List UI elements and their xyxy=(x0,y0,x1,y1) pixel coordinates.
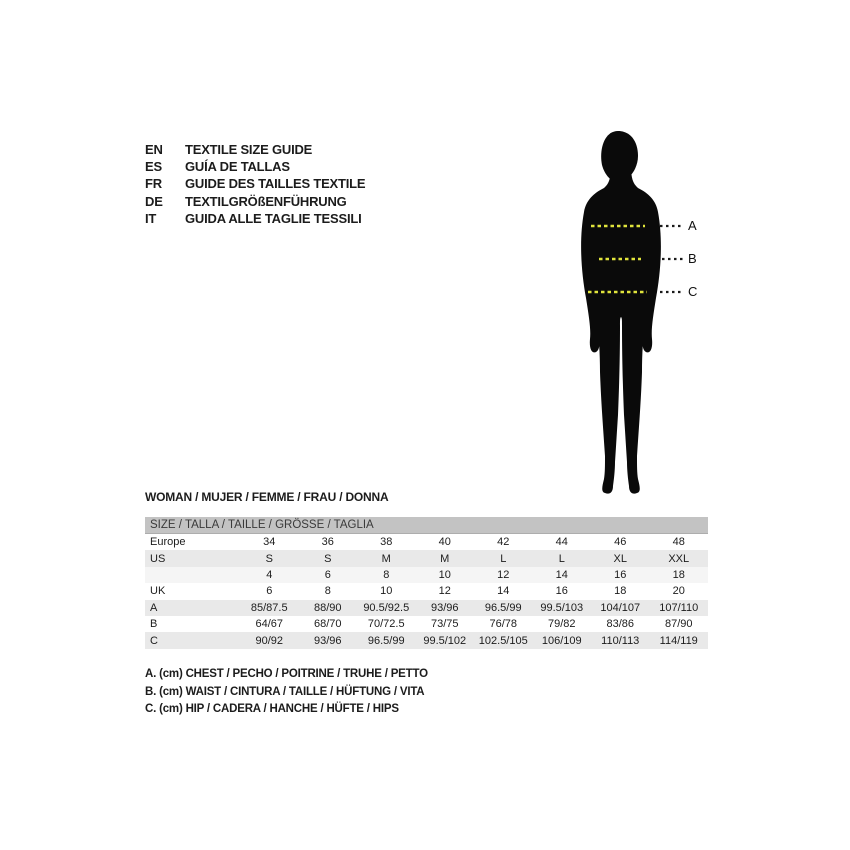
language-row xyxy=(145,193,365,210)
size-table xyxy=(145,517,708,649)
size-cell: 90.5/92.5 xyxy=(363,601,410,614)
size-cell: 42 xyxy=(497,536,510,549)
gender-title: WOMAN / MUJER / FEMME / FRAU / DONNA xyxy=(145,490,389,504)
language-label: GUÍA DE TALLAS xyxy=(185,159,290,175)
size-table-header: SIZE / TALLA / TAILLE / GRÖSSE / TAGLIA xyxy=(145,517,708,534)
size-cell: 36 xyxy=(321,536,334,549)
size-cell: 12 xyxy=(438,585,451,598)
row-label: UK xyxy=(150,585,166,598)
size-cell: 93/96 xyxy=(313,634,342,647)
size-cell: 6 xyxy=(266,585,273,598)
language-row xyxy=(145,175,365,192)
size-table-body xyxy=(145,534,708,649)
size-cell: L xyxy=(500,552,507,565)
size-cell: 106/109 xyxy=(541,634,582,647)
size-cell: 34 xyxy=(263,536,276,549)
size-cell: 14 xyxy=(497,585,510,598)
language-label: GUIDA ALLE TAGLIE TESSILI xyxy=(185,210,362,226)
size-cell: 73/75 xyxy=(430,618,459,631)
size-cell: 102.5/105 xyxy=(478,634,528,647)
row-label: B xyxy=(150,618,158,631)
size-cell: 40 xyxy=(438,536,451,549)
size-cell: 44 xyxy=(555,536,568,549)
size-cell: 64/67 xyxy=(255,618,284,631)
size-cell: 96.5/99 xyxy=(484,601,522,614)
table-row xyxy=(145,600,708,616)
measurement-figure xyxy=(555,120,735,500)
size-cell: 8 xyxy=(324,585,331,598)
table-row xyxy=(145,632,708,648)
table-row xyxy=(145,534,708,550)
size-cell: 10 xyxy=(380,585,393,598)
language-code: ES xyxy=(145,159,162,175)
language-code: EN xyxy=(145,142,163,157)
row-label: A xyxy=(150,601,158,614)
size-cell: 12 xyxy=(497,568,510,581)
row-label: C xyxy=(150,634,158,647)
language-label: GUIDE DES TAILLES TEXTILE xyxy=(185,176,366,192)
size-cell: 96.5/99 xyxy=(367,634,405,647)
size-cell: 16 xyxy=(555,585,568,598)
size-cell: 10 xyxy=(438,568,451,581)
size-cell: 99.5/103 xyxy=(540,601,584,614)
size-cell: 79/82 xyxy=(547,618,576,631)
language-row xyxy=(145,210,365,227)
size-cell: 70/72.5 xyxy=(367,618,405,631)
table-row xyxy=(145,550,708,566)
size-cell: 20 xyxy=(672,585,685,598)
size-cell: 4 xyxy=(266,568,273,581)
size-cell: L xyxy=(558,552,565,565)
size-cell: 46 xyxy=(614,536,627,549)
size-cell: 14 xyxy=(555,568,568,581)
table-row xyxy=(145,616,708,632)
legend-line: B. (cm) WAIST / CINTURA / TAILLE / HÜFTUNG / VITA xyxy=(145,685,425,698)
language-row xyxy=(145,141,365,158)
size-cell: 83/86 xyxy=(606,618,635,631)
size-cell: XL xyxy=(613,552,627,565)
table-row xyxy=(145,567,708,583)
marker-label-c: C xyxy=(688,284,698,299)
size-cell: 38 xyxy=(380,536,393,549)
size-cell: 88/90 xyxy=(313,601,342,614)
size-cell: 8 xyxy=(383,568,390,581)
size-cell: 90/92 xyxy=(255,634,284,647)
language-list xyxy=(145,141,365,227)
size-cell: M xyxy=(440,552,450,565)
language-code: IT xyxy=(145,210,157,226)
measurement-legend xyxy=(145,666,428,719)
size-cell: 6 xyxy=(324,568,331,581)
size-cell: XXL xyxy=(668,552,690,565)
size-cell: 18 xyxy=(614,585,627,598)
size-cell: 48 xyxy=(672,536,685,549)
size-cell: 68/70 xyxy=(313,618,342,631)
marker-label-b: B xyxy=(688,251,697,266)
language-code: DE xyxy=(145,193,163,209)
size-cell: 99.5/102 xyxy=(423,634,467,647)
language-label: TEXTILE SIZE GUIDE xyxy=(185,142,313,157)
size-cell: M xyxy=(381,552,391,565)
row-label: Europe xyxy=(150,536,186,549)
size-cell: 114/119 xyxy=(659,634,698,647)
size-cell: S xyxy=(324,552,332,565)
size-cell: 104/107 xyxy=(600,601,641,614)
size-cell: 18 xyxy=(672,568,685,581)
size-cell: 93/96 xyxy=(430,601,459,614)
legend-line: C. (cm) HIP / CADERA / HANCHE / HÜFTE / HIPS xyxy=(145,703,399,715)
size-cell: S xyxy=(265,552,273,565)
language-label: TEXTILGRÖßENFÜHRUNG xyxy=(185,193,347,209)
table-row xyxy=(145,583,708,599)
row-label: US xyxy=(150,552,166,565)
size-cell: 110/113 xyxy=(601,634,640,647)
size-cell: 87/90 xyxy=(664,618,693,631)
legend-line: A. (cm) CHEST / PECHO / POITRINE / TRUHE / PETTO xyxy=(145,668,428,680)
marker-label-a: A xyxy=(688,218,697,233)
woman-silhouette-icon xyxy=(555,120,735,500)
language-code: FR xyxy=(145,176,162,192)
size-cell: 76/78 xyxy=(489,618,518,631)
language-row xyxy=(145,158,365,175)
size-cell: 107/110 xyxy=(659,601,699,614)
size-cell: 85/87.5 xyxy=(250,601,288,614)
size-cell: 16 xyxy=(614,568,627,581)
